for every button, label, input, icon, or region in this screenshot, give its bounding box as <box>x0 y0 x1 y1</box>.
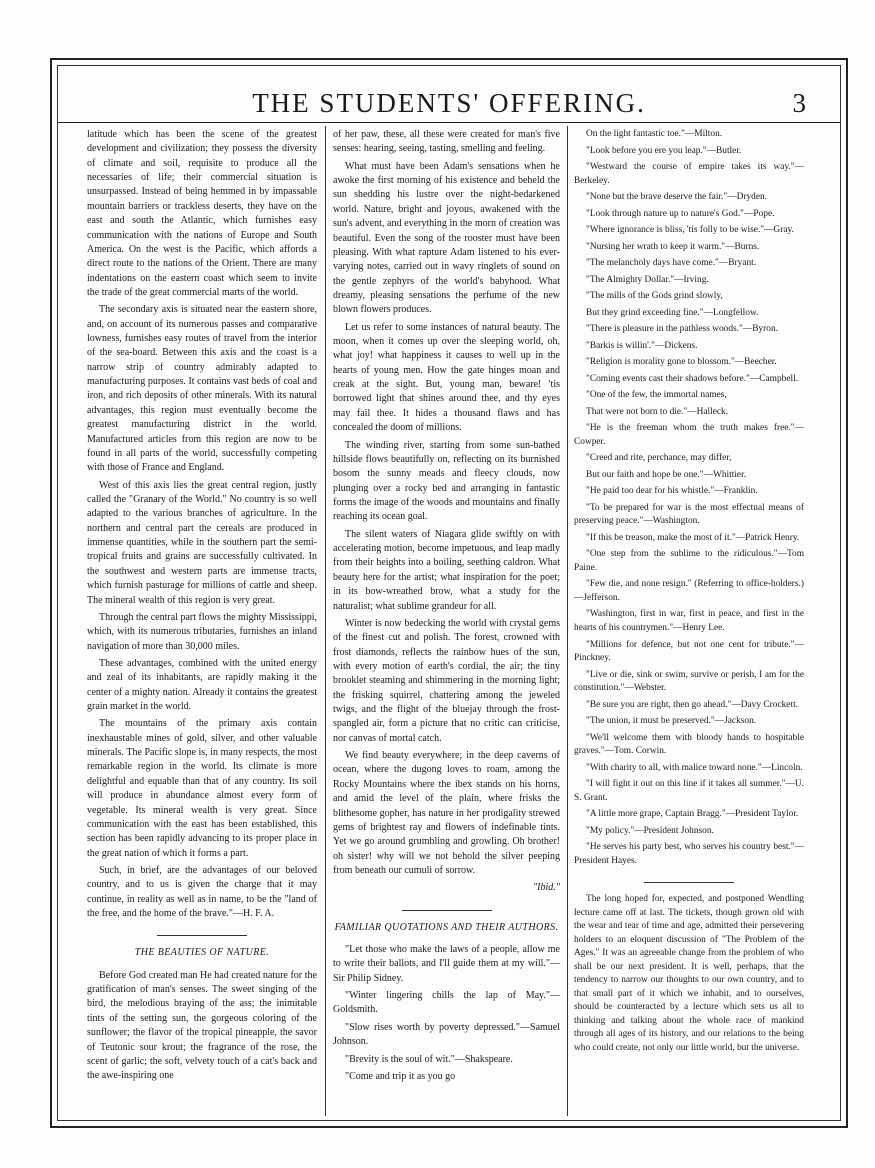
quote: "I will fight it out on this line if it takes all summer."—U. S. Grant. <box>574 779 804 803</box>
quote: That were not born to die."—Halleck. <box>586 406 729 417</box>
quote: "Winter lingering chills the lap of May."—Goldsmith. <box>333 990 560 1016</box>
quote: "Look before you ere you leap."—Butler. <box>586 145 742 156</box>
quote: "The melancholy days have come."—Bryant. <box>586 258 757 269</box>
quote: "Nursing her wrath to keep it warm."—Burns. <box>586 241 760 252</box>
paragraph: What must have been Adam's sensations when he awoke the first morning of his existence and beheld the sun shedding his lustre over the night-bedarkened world. Nature, bright and joyous, awakened with the sun's advent, and everything in the morn of creation was beautiful. Even the song of the rooster must have been pleasing. With what rapture Adam listened to his ever-varying notes, carried out in wavy ringlets of sound on the gentle zephyrs of the world's babyhood. What dreamy, pleasing sensations the perfume of the new blown flowers produces. <box>333 160 560 316</box>
quote: "My policy."—President Johnson. <box>586 825 714 836</box>
quote-list <box>574 128 804 868</box>
column-divider <box>567 126 568 1116</box>
quote: "The Almighty Dollar."—Irving. <box>586 274 709 285</box>
quote: "We'll welcome them with bloody hands to hospitable graves."—Tom. Corwin. <box>574 732 804 757</box>
quote: On the light fantastic toe."—Milton. <box>586 129 723 139</box>
column-1 <box>87 128 317 1087</box>
quote: "Religion is morality gone to blossom."—Beecher. <box>586 357 777 368</box>
section-rule <box>402 910 492 911</box>
quote: "He paid too dear for his whistle."—Franklin. <box>586 486 758 497</box>
quote: "Slow rises worth by poverty depressed."—Samuel Johnson. <box>333 1021 560 1048</box>
paragraph: The secondary axis is situated near the eastern shore, and, on account of its numerous passes and comparative lowness, furnishes easy routes of travel from the interior of the sea-board. Between this axis and the coast is a narrow strip of country admirably adapted to manufacturing purposes. It contains vast beds of coal and iron, and rich deposits of other minerals. With its natural advantages, this region must eventually become the greatest manufacturing district in the world. Manufactured articles from this region are now to be found in all parts of the world, successfully competing with those of France and England. <box>87 304 317 474</box>
paragraph: Winter is now bedecking the world with crystal gems of the finest cut and polish. The forest, crowned with frost diamonds, reflects the rainbow hues of the sun, with every motion of earth's cordial, the air; the tiny brooklet steaming and shimmering in the morning light; the frisking squirrel, chattering among the jeweled twigs, and the flight of the bluejay through the frost-spangled air, form a picture that no critic can criticise, nor canvas of mortal catch. <box>333 617 560 744</box>
quote: "The union, it must be preserved."—Jackson. <box>586 716 757 727</box>
section-rule <box>157 935 247 936</box>
column-divider <box>325 126 326 1116</box>
signature: "Ibid." <box>532 882 560 894</box>
section-rule <box>644 882 734 883</box>
quote: "None but the brave deserve the fair."—Dryden. <box>586 192 768 203</box>
masthead <box>58 86 840 123</box>
quote: But they grind exceeding fine."—Longfellow. <box>586 307 759 318</box>
paragraph: Through the central part flows the mighty Mississippi, which, with its numerous tributaries, furnishes an inland navigation of more than 30,000 miles. <box>87 611 317 652</box>
paragraph: The winding river, starting from some sun-bathed hillside flows beautifully on, reflecting on its burnished bosom the sunny meads and fleecy clouds, now plunging over a rocky bed and arranging in fantastic forms the image of the woods and mountains and finally reaching its ocean goal. <box>333 439 560 523</box>
quote: "Millions for defence, but not one cent for tribute."—Pinckney. <box>574 639 804 664</box>
column-2 <box>333 128 560 1087</box>
paragraph: We find beauty everywhere; in the deep caverns of ocean, where the dugong loves to roam, among the Rocky Mountains where the ibex stands on his horns, and amid the level of the plain, where frisks the blithesome gopher, has nature in her prodigality strewed gems of brightest ray and flowers of indefinable tints. Yet we go around grumbling and growling. Oh brother! oh sister! why will we not behold the silver peeping from beneath our cumuli of sorrow. <box>333 750 560 876</box>
quote: "Live or die, sink or swim, survive or perish, I am for the constitution."—Webster. <box>574 669 804 694</box>
paragraph: The mountains of the primary axis contain inexhaustable mines of gold, silver, and other valuable minerals. The Pacific slope is, in many respects, the most remarkable region in the world. Its climate is more delightful and equable than that of any country. Its soil will produce in abundance almost every form of vegetable. Its mineral wealth is very great. Since communication with the east has been established, this section has been rapidly advancing to its proper place in the great nation of which it forms a part. <box>87 718 317 859</box>
quote: "He is the freeman whom the truth makes free."—Cowper. <box>574 423 804 447</box>
paragraph: of her paw, these, all these were created for man's five senses: hearing, seeing, tasting, smelling and feeling. <box>333 129 560 155</box>
quote: "Westward the course of empire takes its way."—Berkeley. <box>574 162 804 186</box>
quote: "Few die, and none resign." (Referring to office-holders.)—Jefferson. <box>574 579 804 603</box>
quote: "With charity to all, with malice toward none."—Lincoln. <box>586 762 803 773</box>
quote: "A little more grape, Captain Bragg."—President Taylor. <box>586 809 799 820</box>
quote: "Look through nature up to nature's God."—Pope. <box>586 208 775 219</box>
quote: "If this be treason, make the most of it."—Patrick Henry. <box>586 532 800 543</box>
quote: "The mills of the Gods grind slowly, <box>586 291 723 302</box>
quote: "He serves his party best, who serves his country best."—President Hayes. <box>574 842 804 866</box>
paragraph: The long hoped for, expected, and postponed Wendling lecture came off at last. The tickets, though grown old with the wear and tear of time and age, admitted their persevering holders to an eloquent discussion of "The Problem of the Ages." It was an agreeable change from the problem of who shall be our next president. It is well, perhaps, that the tendency to narrow our thoughts to our own country, and to that small part of it which we inhabit, and to ourselves, should be counteracted by a lecture which sets us all to thinking and talking about the whole race of mankind through all ages of its history, and our relations to the being who could create, not only our little world, but the universe. <box>574 894 804 1053</box>
quote: "Coming events cast their shadows before."—Campbell. <box>586 373 799 384</box>
quote: "One step from the sublime to the ridiculous."—Tom Paine. <box>574 549 804 573</box>
article-title: THE BEAUTIES OF NATURE. <box>134 947 270 959</box>
paragraph: Before God created man He had created nature for the gratification of man's senses. The sweet singing of the bird, the melodious braying of the ass; the inimitable tints of the setting sun, the gorgeous coloring of the sunflower; the flavor of the tropical pineapple, the savor of Teutonic sour krout; the fragrance of the rose, the scent of garlic; the soft, velvety touch of a cat's back and the awe-inspiring one <box>87 969 317 1082</box>
quote: "Be sure you are right, then go ahead."—Davy Crockett. <box>586 699 799 710</box>
article-title: FAMILIAR QUOTATIONS AND THEIR AUTHORS. <box>334 921 559 933</box>
paragraph: These advantages, combined with the united energy and zeal of its inhabitants, are rapidly making it the center of a mighty nation. Already it contains the greatest grain market in the world. <box>87 657 317 713</box>
quote: "To be prepared for war is the most effectual means of preserving peace."—Washington. <box>574 502 804 527</box>
page-number: 3 <box>792 88 806 118</box>
quote: "Brevity is the soul of wit."—Shakspeare. <box>345 1053 513 1065</box>
quote: "Washington, first in war, first in peace, and first in the hearts of his countrymen."—Henry Lee. <box>574 609 804 633</box>
paragraph: The silent waters of Niagara glide swiftly on with accelerating motion, become impetuous, and leap madly from their heights into a boiling, seething caldron. What beauty here for the artist; what inspiration for the poet; in its bow-wreathed brow, what a study for the naturalist; what sublime grandeur for all. <box>333 528 560 612</box>
quote: "Let those who make the laws of a people, allow me to write their ballots, and I'll guide them at my will."—Sir Philip Sidney. <box>333 944 560 984</box>
quote: But our faith and hope be one."—Whittier. <box>586 469 747 480</box>
column-3 <box>574 128 804 1058</box>
quote: "Come and trip it as you go <box>345 1070 456 1082</box>
quote: "Where ignorance is bliss, 'tis folly to be wise."—Gray. <box>586 225 794 236</box>
quote: "One of the few, the immortal names, <box>586 390 727 401</box>
quote: "There is pleasure in the pathless woods."—Byron. <box>586 324 778 335</box>
quote: "Creed and rite, perchance, may differ, <box>586 453 732 464</box>
quote: "Barkis is willin'."—Dickens. <box>586 340 698 351</box>
paragraph: West of this axis lies the great central region, justly called the "Granary of the World." No country is so well adapted to the various branches of agriculture. In the northern and central part the cereals are produced in immense quantities, while in the southern part the semi-tropical fruits and grains are successfully cultivated. In the southwest and western parts are immense tracts, which furnish pasturage for millions of cattle and sheep. The mineral wealth of this region is very great. <box>87 479 317 606</box>
paragraph: Let us refer to some instances of natural beauty. The moon, when it comes up over the sleeping world, oh, what joy! what happiness it causes to well up in the hearts of young men. How the gate hinges moan and creak at the sight. But, young man, beware! 'tis borrowed light that shines around thee, and thy eyes may fail thee. It hides a thousand flaws and has concealed the doom of millions. <box>333 321 560 434</box>
publication-title: THE STUDENTS' OFFERING. <box>252 88 646 118</box>
paragraph: latitude which has been the scene of the greatest development and civilization; they possess the diversity of climate and soil, requisite to produce all the necessaries of life; their commercial situation is unsurpassed. Instead of being hemmed in by impassable mountain barriers or trackless deserts, they have on the east and south the Atlantic, which furnishes easy communication with the nations of Europe and South America. On the west is the Pacific, which affords a direct route to the nations of the Orient. There are many indentations on the eastern coast which seem to invite the trade of the great commercial marts of the world. <box>87 129 317 298</box>
paragraph: Such, in brief, are the advantages of our beloved country, and to us is given the charge that it may continue, in reality as well as in name, to be the "land of the free, and the home of the brave."—H. F. A. <box>87 864 317 920</box>
